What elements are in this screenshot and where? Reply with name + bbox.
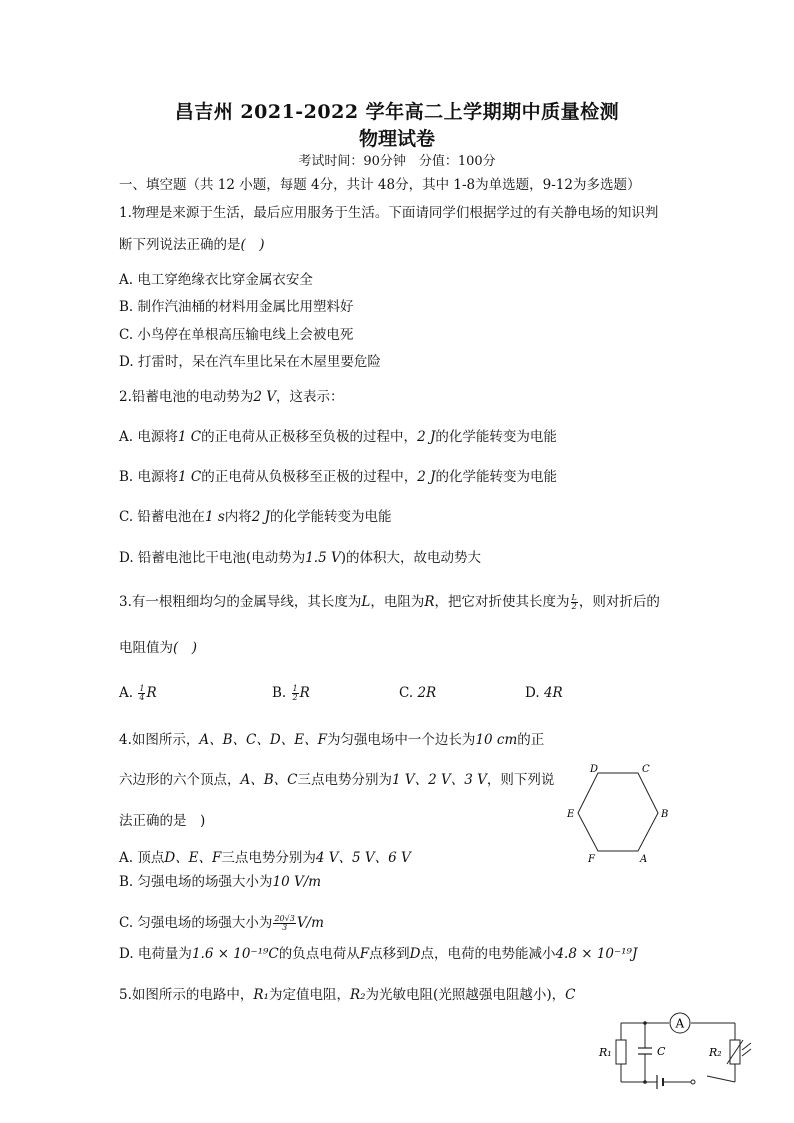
q4-points: A、B、C、D、E、F [199, 732, 327, 748]
q4-c-num: 20√3 [274, 914, 295, 923]
q2-b-text3: 的化学能转变为电能 [435, 469, 558, 485]
q3-a-fraction [138, 685, 145, 702]
q2-b-text2: 的正电荷从负极移至正极的过程中， [201, 469, 418, 485]
hex-label-f: F [588, 854, 595, 865]
q3-option-a [119, 684, 157, 702]
q2-c-time: 1 s [204, 509, 225, 525]
q4-option-b [119, 873, 321, 891]
r2-label: R₂ [709, 1046, 722, 1059]
exam-title: 昌吉州 2021-2022 学年高二上学期期中质量检测 [174, 101, 620, 123]
q3-stem-b: ，电阻为 [370, 594, 425, 610]
q4-line2-a: 六边形的六个顶点， [119, 772, 241, 788]
q3-stem-d: ，则对折后的 [578, 594, 660, 610]
q3-stem-line2 [119, 639, 197, 657]
q2-option-d [119, 549, 481, 567]
q5-stem-b: 为定值电阻， [268, 987, 350, 1003]
q2-d-text2: )的体积大，故电动势大 [340, 550, 481, 566]
capacitor-label: C [657, 1045, 666, 1058]
switch-contact [691, 1080, 695, 1084]
q4-a-potentials: 4 V、5 V、6 V [315, 850, 411, 866]
hex-label-e: E [567, 809, 575, 820]
hex-label-d: D [590, 764, 599, 775]
q3-frac-den: 2 [571, 602, 577, 611]
q4-b-field: 10 V/m [272, 874, 322, 890]
q3-option-b [272, 684, 310, 702]
q4-line2-potentials: 1 V、2 V、3 V [392, 772, 487, 788]
q3-a-den: 4 [139, 693, 145, 702]
q4-d-text4: 点，电荷的电势能减小 [420, 946, 556, 962]
q3-b-num: 1 [292, 684, 298, 693]
q2-a-charge: 1 C [177, 429, 202, 445]
q1-option-a: A. 电工穿绝缘衣比穿金属衣安全 [119, 272, 313, 288]
q5-stem-c: 为光敏电阻(光照越强电阻越小)， [365, 987, 566, 1003]
q2-b-charge: 1 C [178, 469, 202, 485]
q3-b-fraction [292, 685, 299, 702]
q2-d-text1: D. 铅蓄电池比干电池(电动势为 [119, 550, 306, 566]
q2-a-energy: 2 J [417, 429, 436, 445]
q3-option-d [525, 684, 563, 702]
q2-d-emf: 1.5 V [305, 550, 341, 566]
q4-option-c [119, 914, 324, 932]
q2-c-text2: 内将 [224, 509, 252, 525]
q3-resistance: R [424, 594, 435, 610]
q5-c: C [565, 987, 576, 1003]
circuit-diagram [595, 1010, 765, 1100]
q4-stem-a: 4.如图所示， [119, 732, 200, 748]
q2-b-energy: 2 J [417, 469, 436, 485]
q4-d-text2: 的负点电荷从 [278, 946, 360, 962]
q4-stem-c: 的正 [517, 732, 545, 748]
q4-option-d [119, 945, 637, 963]
q2-stem [119, 388, 344, 406]
q3-line2-text: 电阻值为 [119, 640, 173, 656]
hex-label-a: A [640, 854, 648, 865]
q4-a-text1: A. 顶点 [119, 850, 165, 866]
q5-r2: R₂ [349, 987, 366, 1003]
q2-c-energy: 2 J [251, 509, 271, 525]
q4-b-text: B. 匀强电场的场强大小为 [119, 874, 273, 890]
q2-a-text2: 的正电荷从正极移至负极的过程中， [201, 429, 418, 445]
q4-line2-points: A、B、C [240, 772, 298, 788]
q2-option-b [119, 468, 557, 486]
q4-c-den: 3 [282, 923, 288, 932]
q4-line2-c: ，则下列说 [486, 772, 555, 788]
q3-option-c [399, 684, 436, 702]
q2-stem-b: ，这表示： [276, 389, 344, 405]
q4-c-unit: V/m [296, 915, 324, 931]
q4-option-a [119, 849, 411, 867]
q3-d-label: D. [525, 685, 540, 701]
q3-stem-c: ，把它对折使其长度为 [434, 594, 570, 610]
q5-stem [119, 986, 575, 1004]
q4-line2-b: 三点电势分别为 [297, 772, 392, 788]
q1-option-c: C. 小鸟停在单根高压输电线上会被电死 [119, 327, 354, 343]
q1-stem-line1: 1.物理是来源于生活，最后应用服务于生活。下面请同学们根据学过的有关静电场的知识判 [119, 205, 659, 221]
ammeter-label: A [675, 1016, 685, 1031]
hex-label-c: C [642, 764, 650, 775]
q1-option-d: D. 打雷时，呆在汽车里比呆在木屋里要危险 [119, 354, 381, 370]
q3-paren: ( ) [173, 640, 198, 656]
q4-c-fraction [273, 915, 295, 932]
q2-option-a [119, 428, 557, 446]
q1-option-b: B. 制作汽油桶的材料用金属比用塑料好 [119, 299, 354, 315]
q3-half-length-fraction [571, 594, 578, 611]
q3-d-value: 4R [543, 685, 563, 701]
q4-c-text: C. 匀强电场的场强大小为 [119, 915, 273, 931]
q2-b-text1: B. 电源将 [119, 469, 179, 485]
hexagon-diagram [560, 760, 680, 865]
q4-a-text2: 三点电势分别为 [221, 850, 316, 866]
q3-c-label: C. [399, 685, 414, 701]
q5-stem-a: 5.如图所示的电路中， [119, 987, 254, 1003]
q2-option-c [119, 508, 392, 526]
q3-frac-num: L [571, 593, 577, 602]
q4-side: 10 cm [475, 732, 518, 748]
q2-a-text1: A. 电源将 [119, 429, 178, 445]
section-heading: 一、填空题（共 12 小题，每题 4分，共计 48分，其中 1-8为单选题，9-12为多选题） [119, 177, 641, 193]
q3-stem-a: 3.有一根粗细均匀的金属导线，其长度为 [119, 594, 362, 610]
q3-a-label: A. [119, 685, 134, 701]
q3-c-value: 2R [417, 685, 437, 701]
q4-stem-line2 [119, 771, 554, 789]
q4-stem-line1 [119, 731, 544, 749]
r1-label: R₁ [599, 1046, 612, 1059]
q4-d-point-d: D [409, 946, 421, 962]
q5-r1: R₁ [253, 987, 269, 1003]
exam-info: 考试时间：90分钟 分值：100分 [298, 154, 496, 169]
q3-length: L [361, 594, 371, 610]
q2-emf: 2 V [253, 389, 277, 405]
q4-d-charge: 1.6 × 10⁻¹⁹C [191, 946, 279, 962]
q4-d-point-f: F [359, 946, 370, 962]
q3-a-num: 1 [139, 684, 145, 693]
q3-b-label: B. [272, 685, 287, 701]
q3-stem [119, 593, 660, 611]
q2-c-text3: 的化学能转变为电能 [270, 509, 392, 525]
q4-d-text3: 点移到 [369, 946, 410, 962]
q2-c-text1: C. 铅蓄电池在 [119, 509, 205, 525]
q3-a-r: R [146, 685, 157, 701]
q1-paren: ( ) [240, 237, 265, 253]
q4-d-text1: D. 电荷量为 [119, 946, 192, 962]
q4-a-points: D、E、F [164, 850, 222, 866]
q4-stem-b: 为匀强电场中一个边长为 [326, 732, 476, 748]
q3-b-den: 2 [292, 693, 298, 702]
q1-stem-line2 [119, 236, 265, 254]
q4-stem-line3: 法正确的是 ) [119, 813, 206, 829]
q2-stem-a: 2.铅蓄电池的电动势为 [119, 389, 254, 405]
q1-stem-text: 断下列说法正确的是 [119, 237, 241, 253]
q2-a-text3: 的化学能转变为电能 [435, 429, 557, 445]
r1-resistor [616, 1040, 626, 1064]
q4-d-energy: 4.8 × 10⁻¹⁹J [555, 946, 638, 962]
exam-subtitle: 物理试卷 [358, 128, 435, 150]
q3-b-r: R [299, 685, 310, 701]
hex-label-b: B [661, 809, 669, 820]
hexagon-shape [578, 773, 658, 851]
